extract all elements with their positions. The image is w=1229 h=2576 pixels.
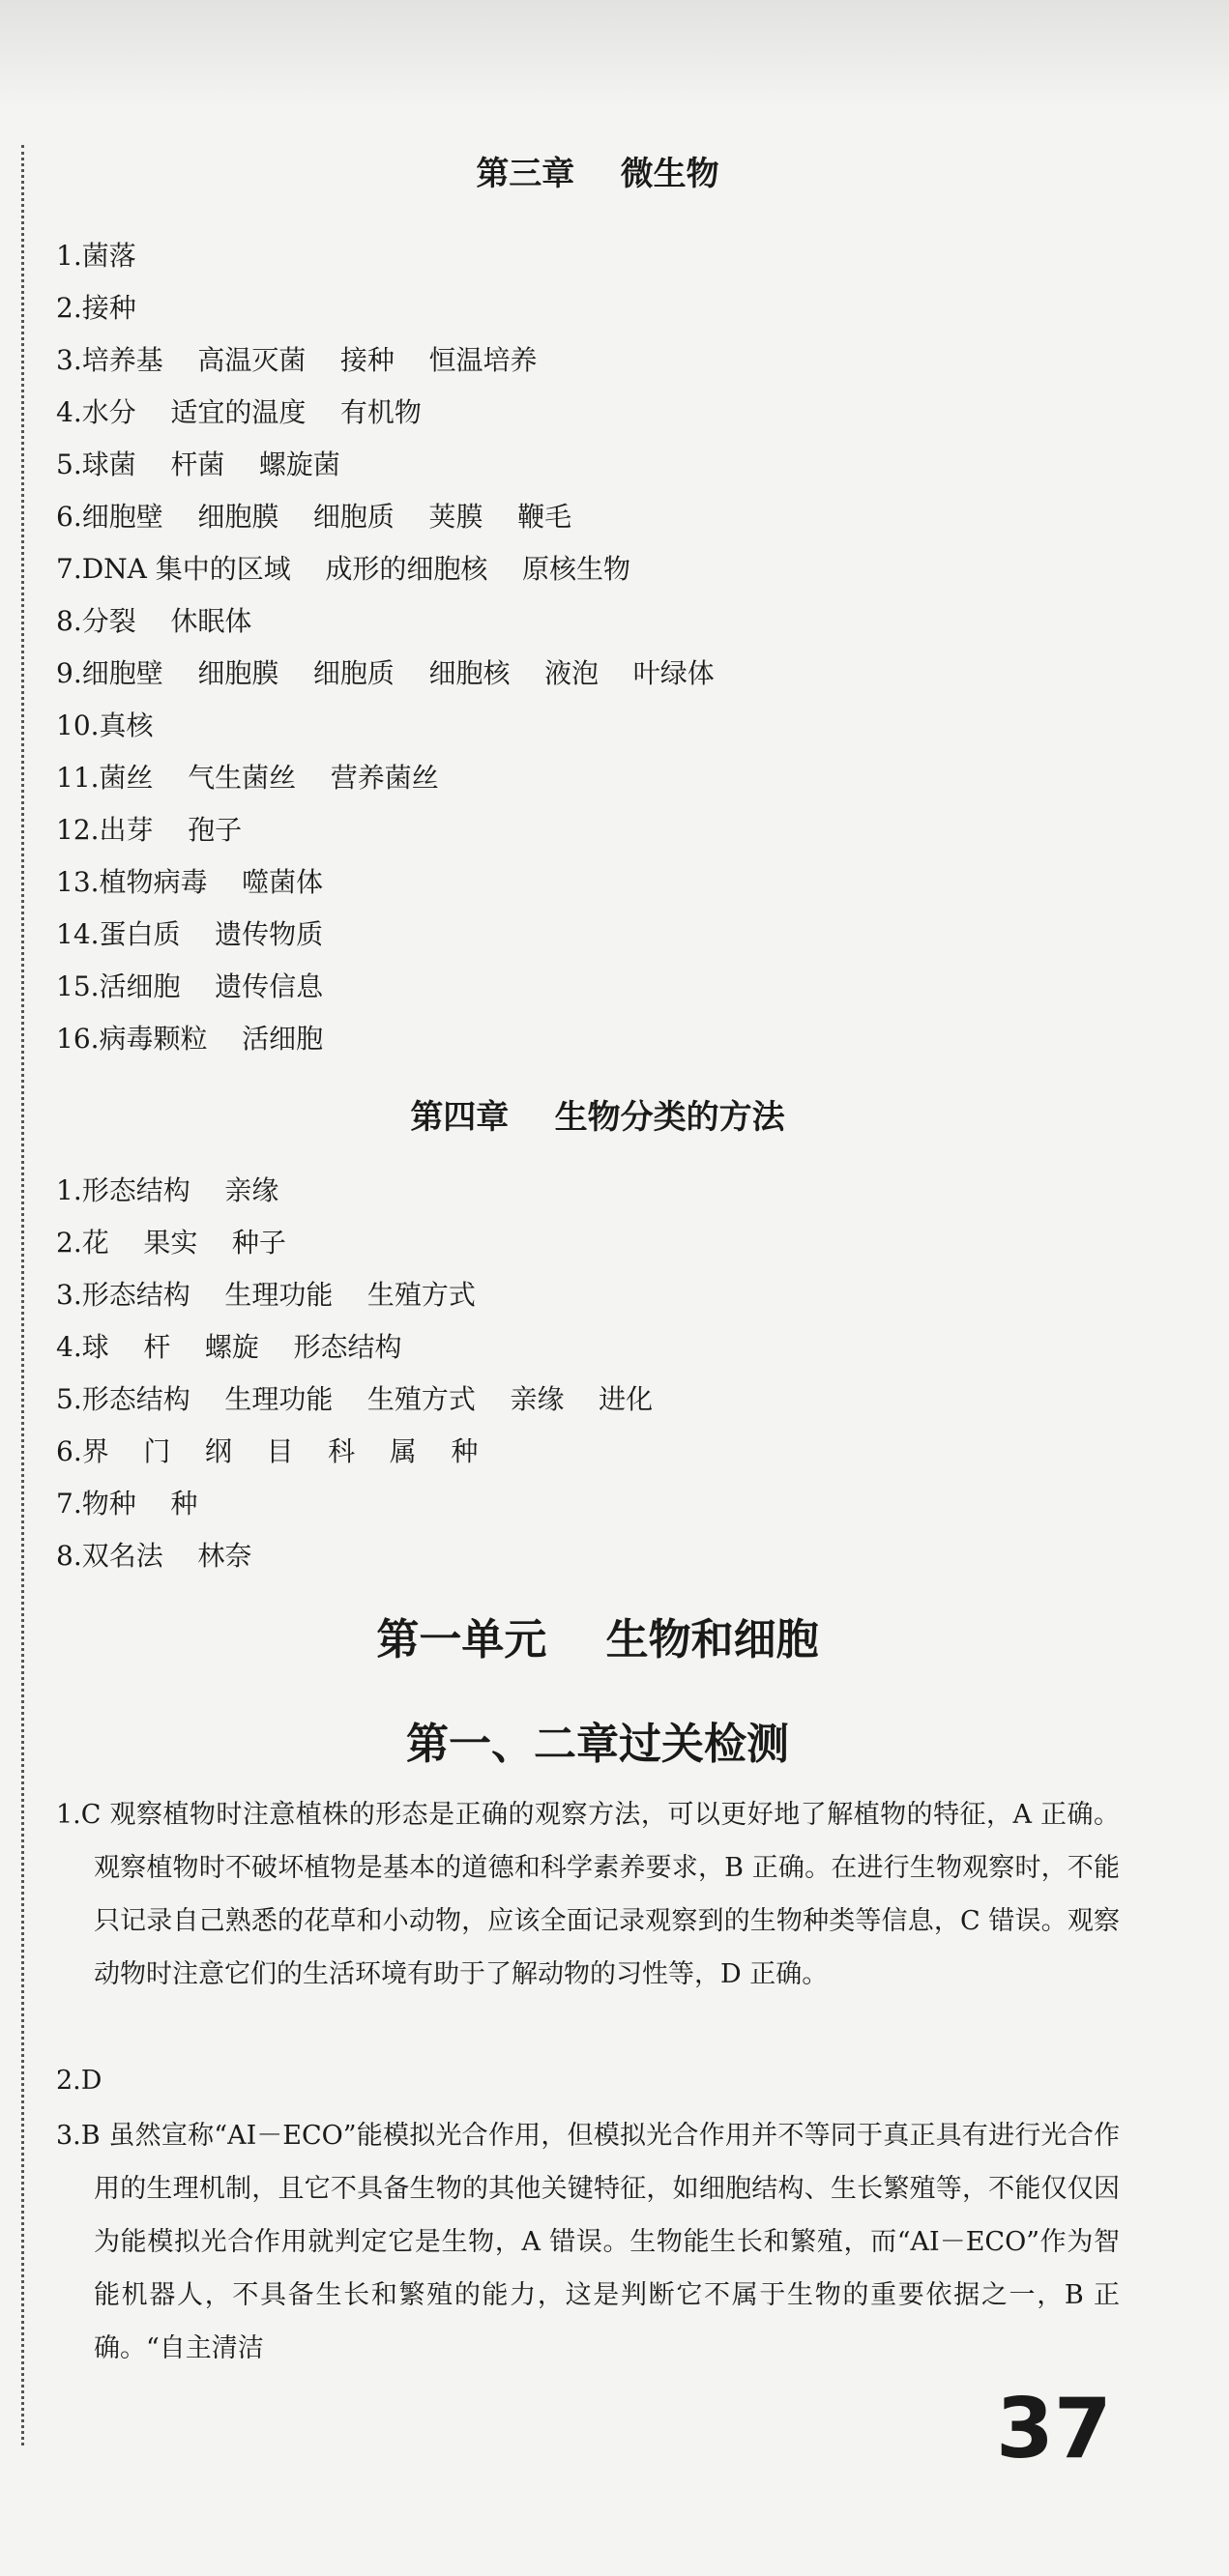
- chapter4-title: 第四章 生物分类的方法: [410, 1098, 785, 1137]
- list-item: 13.植物病毒 噬菌体: [56, 866, 324, 898]
- test-title: 第一、二章过关检测: [406, 1720, 789, 1769]
- list-item: 15.活细胞 遗传信息: [56, 970, 324, 1002]
- list-item: 8.分裂 休眠体: [56, 605, 252, 637]
- list-item: 5.形态结构 生理功能 生殖方式 亲缘 进化: [56, 1383, 654, 1415]
- list-item: 7.DNA 集中的区域 成形的细胞核 原核生物: [56, 553, 630, 585]
- list-item: 2.接种: [56, 292, 136, 324]
- list-item: 5.球菌 杆菌 螺旋菌: [56, 449, 340, 480]
- list-item: 3.形态结构 生理功能 生殖方式: [56, 1279, 476, 1311]
- list-item: 9.细胞壁 细胞膜 细胞质 细胞核 液泡 叶绿体: [56, 657, 715, 689]
- list-item: 6.界 门 纲 目 科 属 种: [56, 1435, 479, 1467]
- list-item: 4.水分 适宜的温度 有机物: [56, 396, 422, 428]
- page-number: 37: [996, 2381, 1112, 2477]
- scan-top-shadow: [0, 0, 1229, 108]
- chapter3-answer-list: [56, 230, 715, 1065]
- list-item: 16.病毒颗粒 活细胞: [56, 1023, 324, 1055]
- chapter3-title: 第三章 微生物: [476, 155, 719, 193]
- list-item: 12.出芽 孢子: [56, 814, 243, 846]
- list-item: 6.细胞壁 细胞膜 细胞质 荚膜 鞭毛: [56, 501, 572, 533]
- list-item: 7.物种 种: [56, 1488, 198, 1520]
- question-2-answer: 2.D: [56, 2066, 102, 2096]
- binding-dotted-line: [21, 145, 24, 2446]
- list-item: 10.真核: [56, 709, 154, 741]
- unit-title: 第一单元 生物和细胞: [376, 1615, 819, 1664]
- list-item: 3.培养基 高温灭菌 接种 恒温培养: [56, 344, 538, 376]
- list-item: 4.球 杆 螺旋 形态结构: [56, 1331, 402, 1363]
- list-item: 11.菌丝 气生菌丝 营养菌丝: [56, 762, 439, 794]
- list-item: 1.形态结构 亲缘: [56, 1174, 279, 1206]
- list-item: 1.菌落: [56, 240, 136, 272]
- list-item: 14.蛋白质 遗传物质: [56, 918, 324, 950]
- list-item: 2.花 果实 种子: [56, 1227, 286, 1259]
- question-1-explanation: 1.C 观察植物时注意植株的形态是正确的观察方法，可以更好地了解植物的特征，A 正确。观察植物时不破坏植物是基本的道德和科学素养要求，B 正确。在进行生物观察时，不能只记录自己熟悉的花草和小动物，应该全面记录观察到的生物种类等信息，C 错误。观察动物时注意它们的生活环境有助于了解动物的习性等，D 正确。: [56, 1800, 1120, 1989]
- list-item: 8.双名法 林奈: [56, 1540, 252, 1572]
- question-3-explanation: 3.B 虽然宣称“AI－ECO”能模拟光合作用，但模拟光合作用并不等同于真正具有进行光合作用的生理机制，且它不具备生物的其他关键特征，如细胞结构、生长繁殖等，不能仅仅因为能模拟光合作用就判定它是生物，A 错误。生物能生长和繁殖，而“AI－ECO”作为智能机器人，不具备生长和繁殖的能力，这是判断它不属于生物的重要依据之一，B 正确。“自主清洁: [56, 2121, 1120, 2363]
- chapter4-answer-list: [56, 1165, 653, 1582]
